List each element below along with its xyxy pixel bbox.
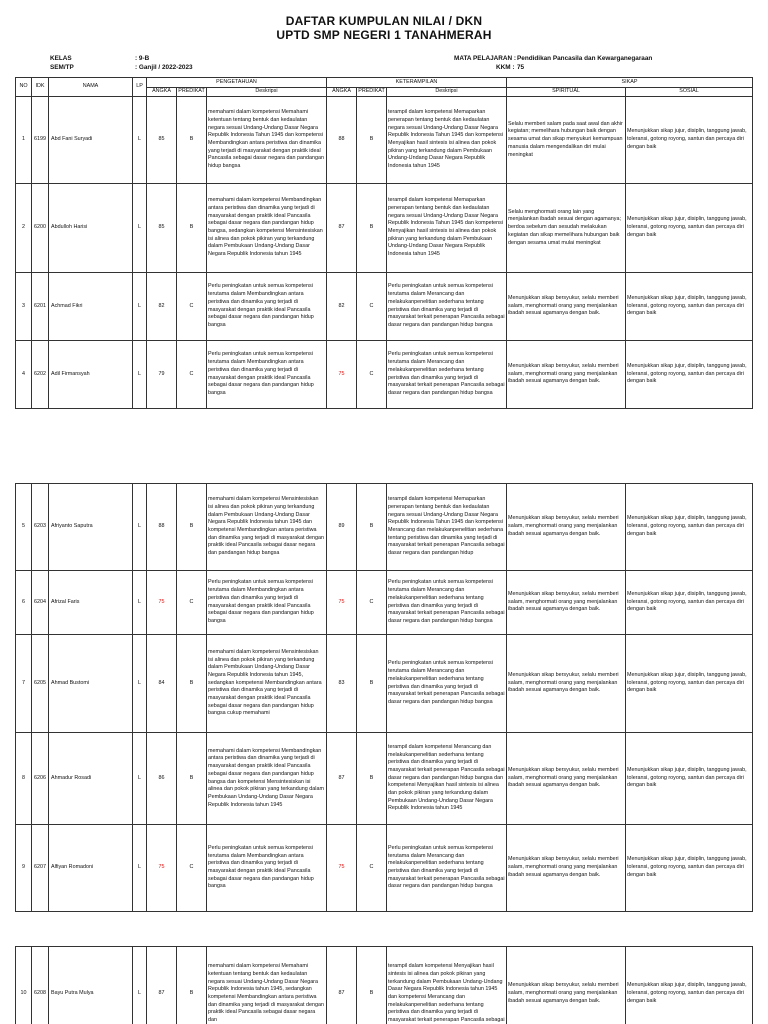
header-sikap: SIKAP (507, 78, 753, 88)
sikap-sosial: Menunjukkan sikap jujur, disiplin, tanggung jawab, toleransi, gotong royong, santun dan percaya diri dengan baik (626, 484, 753, 571)
pengetahuan-angka: 85 (147, 97, 177, 184)
keterampilan-predikat: B (357, 184, 387, 273)
keterampilan-angka: 89 (327, 484, 357, 571)
student-gender: L (133, 97, 147, 184)
sikap-spiritual: Menunjukkan sikap bersyukur, selalu memberi salam, menghormati orang yang menjalankan ibadah sesuai agamanya dengan baik. (507, 635, 626, 733)
student-gender: L (133, 947, 147, 1024)
pengetahuan-angka: 88 (147, 484, 177, 571)
keterampilan-deskripsi: terampil dalam kompetensi Merancang dan melakukanpenelitian sederhana tentang peristiwa dan dinamika yang terjadi di masyarakat terkait penerapan Pancasila sebagai dasar negara dan pandangan hidup bangsa dan kompetensi Menyajikan hasil sintesis isi alinea dan pokok pikiran yang terkandung dalam Pembukaan Undang-Undang Dasar Negara Republik Indonesia tahun 1945 (387, 733, 507, 825)
header-spiritual: SPIRITUAL (507, 88, 626, 97)
student-name: Adil Firmansyah (49, 341, 133, 409)
student-idk: 6202 (32, 341, 49, 409)
student-gender: L (133, 184, 147, 273)
pengetahuan-predikat: B (177, 947, 207, 1024)
row-number: 9 (16, 825, 32, 912)
keterampilan-predikat: C (357, 825, 387, 912)
student-gender: L (133, 635, 147, 733)
student-gender: L (133, 484, 147, 571)
pengetahuan-deskripsi: memahami dalam kompetensi Mensintesiskan isi alinea dan pokok pikiran yang terkandung dalam Pembukaan Undang-Undang Dasar Negara Republik Indonesia tahun 1945, sedangkan kompetensi Membandingkan antara peristiwa dan dinamika yang terjadi di masyarakat dengan praktik ideal Pancasila sebagai dasar negara dan pandangan hidup bangsa cukup memahami (207, 635, 327, 733)
sikap-spiritual: Menunjukkan sikap bersyukur, selalu memberi salam, menghormati orang yang menjalankan ibadah sesuai agamanya dengan baik. (507, 825, 626, 912)
student-row (16, 947, 753, 1024)
pengetahuan-predikat: C (177, 825, 207, 912)
student-gender: L (133, 273, 147, 341)
header-lp: LP (133, 78, 147, 97)
keterampilan-predikat: B (357, 947, 387, 1024)
keterampilan-predikat: C (357, 341, 387, 409)
kelas-label: KELAS (50, 55, 72, 62)
document-title: DAFTAR KUMPULAN NILAI / DKN (285, 14, 483, 28)
kkm-value: 75 (517, 64, 525, 71)
pengetahuan-predikat: B (177, 97, 207, 184)
row-number: 4 (16, 341, 32, 409)
keterampilan-deskripsi: Perlu peningkatan untuk semua kompetensi terutama dalam Merancang dan melakukanpenelitian sederhana tentang peristiwa dan dinamika yang terjadi di masyarakat terkait penerapan Pancasila sebagai dasar negara dan pandangan hidup bangsa (387, 635, 507, 733)
student-idk: 6203 (32, 484, 49, 571)
header-k-deskripsi: Deskripsi (387, 88, 507, 97)
student-row (16, 733, 753, 825)
school-name: UPTD SMP NEGERI 1 TANAHMERAH (276, 28, 492, 42)
student-gender: L (133, 571, 147, 635)
keterampilan-deskripsi: Perlu peningkatan untuk semua kompetensi terutama dalam Merancang dan melakukanpenelitian sederhana tentang peristiwa dan dinamika yang terjadi di masyarakat terkait penerapan Pancasila sebagai dasar negara dan pandangan hidup bangsa (387, 273, 507, 341)
student-row (16, 825, 753, 912)
keterampilan-angka: 75 (327, 341, 357, 409)
header-nama: NAMA (49, 78, 133, 97)
header-no: NO (16, 78, 32, 97)
pengetahuan-predikat: C (177, 341, 207, 409)
row-number: 8 (16, 733, 32, 825)
header-p-deskripsi: Deskripsi (207, 88, 327, 97)
student-name: Achmad Fikri (49, 273, 133, 341)
student-idk: 6208 (32, 947, 49, 1024)
sikap-sosial: Menunjukkan sikap jujur, disiplin, tanggung jawab, toleransi, gotong royong, santun dan percaya diri dengan baik (626, 184, 753, 273)
sikap-sosial: Menunjukkan sikap jujur, disiplin, tanggung jawab, toleransi, gotong royong, santun dan percaya diri dengan baik (626, 947, 753, 1024)
pengetahuan-predikat: C (177, 571, 207, 635)
sikap-spiritual: Menunjukkan sikap bersyukur, selalu memberi salam, menghormati orang yang menjalankan ibadah sesuai agamanya dengan baik. (507, 733, 626, 825)
student-row (16, 484, 753, 571)
student-name: Ahmadur Rosadi (49, 733, 133, 825)
sikap-sosial: Menunjukkan sikap jujur, disiplin, tanggung jawab, toleransi, gotong royong, santun dan percaya diri dengan baik (626, 825, 753, 912)
header-p-predikat: PREDIKAT (177, 88, 207, 97)
keterampilan-predikat: C (357, 571, 387, 635)
keterampilan-predikat: B (357, 733, 387, 825)
row-number: 10 (16, 947, 32, 1024)
student-idk: 6200 (32, 184, 49, 273)
keterampilan-deskripsi: Perlu peningkatan untuk semua kompetensi terutama dalam Merancang dan melakukanpenelitian sederhana tentang peristiwa dan dinamika yang terjadi di masyarakat terkait penerapan Pancasila sebagai dasar negara dan pandangan hidup bangsa (387, 825, 507, 912)
header-idk: IDK (32, 78, 49, 97)
grade-table-page-1 (15, 77, 753, 409)
keterampilan-angka: 87 (327, 947, 357, 1024)
sikap-sosial: Menunjukkan sikap jujur, disiplin, tanggung jawab, toleransi, gotong royong, santun dan percaya diri dengan baik (626, 273, 753, 341)
keterampilan-deskripsi: terampil dalam kompetensi Memaparkan penerapan tentang bentuk dan kedaulatan negara sesuai Undang-Undang Dasar Negara Republik Indonesia Tahun 1945 dan kompetensi Menyajikan hasil sintesis isi alinea dan pokok pikiran yang terkandung dalam Pembukaan Undang-Undang Dasar Negara Republik Indonesia tahun 1945 (387, 97, 507, 184)
sikap-sosial: Menunjukkan sikap jujur, disiplin, tanggung jawab, toleransi, gotong royong, santun dan percaya diri dengan baik (626, 97, 753, 184)
keterampilan-angka: 87 (327, 184, 357, 273)
keterampilan-deskripsi: Perlu peningkatan untuk semua kompetensi terutama dalam Merancang dan melakukanpenelitian sederhana tentang peristiwa dan dinamika yang terjadi di masyarakat terkait penerapan Pancasila sebagai dasar negara dan pandangan hidup bangsa (387, 341, 507, 409)
row-number: 6 (16, 571, 32, 635)
pengetahuan-deskripsi: memahami dalam kompetensi Memahami ketentuan tentang bentuk dan kedaulatan negara sesuai Undang-Undang Dasar Negara Republik Indonesia tahun 1945, sedangkan kompetensi Membandingkan antara peristiwa dan dinamika yang terjadi di masyarakat dengan praktik ideal Pancasila sebagai dasar negara dan (207, 947, 327, 1024)
grade-table-page-2 (15, 483, 753, 912)
keterampilan-angka: 75 (327, 571, 357, 635)
student-name: Afriyanto Saputra (49, 484, 133, 571)
student-row (16, 341, 753, 409)
pengetahuan-predikat: B (177, 184, 207, 273)
mapel-label: MATA PELAJARAN : (454, 55, 517, 62)
kkm-label: KKM : (496, 64, 515, 71)
student-row (16, 571, 753, 635)
pengetahuan-deskripsi: Perlu peningkatan untuk semua kompetensi terutama dalam Membandingkan antara peristiwa dan dinamika yang terjadi di masyarakat dengan praktik ideal Pancasila sebagai dasar negara dan pandangan hidup bangsa (207, 273, 327, 341)
pengetahuan-predikat: B (177, 733, 207, 825)
pengetahuan-deskripsi: Perlu peningkatan untuk semua kompetensi terutama dalam Membandingkan antara peristiwa dan dinamika yang terjadi di masyarakat dengan praktik ideal Pancasila sebagai dasar negara dan pandangan hidup bangsa (207, 571, 327, 635)
sikap-spiritual: Selalu menghormati orang lain yang menjalankan ibadah sesuai dengan agamanya; berdoa sebelum dan sesudah melakukan kegiatan dan sikap memelihara hubungan baik dengan sesama umat mulai meningkat (507, 184, 626, 273)
student-idk: 6204 (32, 571, 49, 635)
student-gender: L (133, 341, 147, 409)
sikap-spiritual: Menunjukkan sikap bersyukur, selalu memberi salam, menghormati orang yang menjalankan ibadah sesuai agamanya dengan baik. (507, 947, 626, 1024)
pengetahuan-predikat: B (177, 484, 207, 571)
sikap-sosial: Menunjukkan sikap jujur, disiplin, tanggung jawab, toleransi, gotong royong, santun dan percaya diri dengan baik (626, 571, 753, 635)
mapel-value: Pendidikan Pancasila dan Kewarganegaraan (517, 55, 653, 62)
header-keterampilan: KETERAMPILAN (327, 78, 507, 88)
pengetahuan-angka: 87 (147, 947, 177, 1024)
student-name: Bayu Putra Mulya (49, 947, 133, 1024)
header-p-angka: ANGKA (147, 88, 177, 97)
pengetahuan-deskripsi: memahami dalam kompetensi Membandingkan antara peristiwa dan dinamika yang terjadi di masyarakat dengan praktik ideal Pancasila sebagai dasar negara dan pandangan hidup bangsa dan kompetensi Mensintesiskan isi alinea dan pokok pikiran yang terkandung dalam Pembukaan Undang-Undang Dasar Negara Republik Indonesia tahun 1945 (207, 733, 327, 825)
pengetahuan-angka: 79 (147, 341, 177, 409)
keterampilan-angka: 87 (327, 733, 357, 825)
pengetahuan-angka: 82 (147, 273, 177, 341)
semtp-label: SEM/TP (50, 64, 74, 71)
student-row (16, 273, 753, 341)
student-row (16, 184, 753, 273)
header-k-predikat: PREDIKAT (357, 88, 387, 97)
header-pengetahuan: PENGETAHUAN (147, 78, 327, 88)
pengetahuan-angka: 85 (147, 184, 177, 273)
keterampilan-predikat: B (357, 484, 387, 571)
pengetahuan-deskripsi: Perlu peningkatan untuk semua kompetensi terutama dalam Membandingkan antara peristiwa dan dinamika yang terjadi di masyarakat dengan praktik ideal Pancasila sebagai dasar negara dan pandangan hidup bangsa (207, 825, 327, 912)
sikap-sosial: Menunjukkan sikap jujur, disiplin, tanggung jawab, toleransi, gotong royong, santun dan percaya diri dengan baik (626, 733, 753, 825)
student-name: Ahmad Bustomi (49, 635, 133, 733)
keterampilan-predikat: C (357, 273, 387, 341)
pengetahuan-deskripsi: memahami dalam kompetensi Membandingkan antara peristiwa dan dinamika yang terjadi di masyarakat dengan praktik ideal Pancasila sebagai dasar negara dan pandangan hidup bangsa, sedangkan kompetensi Mensintesiskan isi alinea dan pokok pikiran yang terkandung dalam Pembukaan Undang-Undang Dasar Negara Republik Indonesia tahun 1945 (207, 184, 327, 273)
kelas-value: : 9-B (135, 55, 150, 62)
pengetahuan-predikat: C (177, 273, 207, 341)
student-name: Alfiyan Romadoni (49, 825, 133, 912)
student-name: Afrizal Faris (49, 571, 133, 635)
student-idk: 6201 (32, 273, 49, 341)
keterampilan-predikat: B (357, 97, 387, 184)
student-name: Abd Fani Suryadi (49, 97, 133, 184)
row-number: 7 (16, 635, 32, 733)
pengetahuan-deskripsi: memahami dalam kompetensi Memahami ketentuan tentang bentuk dan kedaulatan negara sesuai Undang-Undang Dasar Negara Republik Indonesia Tahun 1945 dan kompetensi Membandingkan antara peristiwa dan dinamika yang terjadi di masyarakat dengan praktik ideal Pancasila sebagai dasar negara dan pandangan hidup bangsa (207, 97, 327, 184)
student-idk: 6205 (32, 635, 49, 733)
row-number: 2 (16, 184, 32, 273)
sikap-spiritual: Menunjukkan sikap bersyukur, selalu memberi salam, menghormati orang yang menjalankan ibadah sesuai agamanya dengan baik. (507, 341, 626, 409)
pengetahuan-angka: 86 (147, 733, 177, 825)
semtp-value: : Ganjil / 2022-2023 (135, 64, 193, 71)
keterampilan-deskripsi: Perlu peningkatan untuk semua kompetensi terutama dalam Merancang dan melakukanpenelitian sederhana tentang peristiwa dan dinamika yang terjadi di masyarakat terkait penerapan Pancasila sebagai dasar negara dan pandangan hidup bangsa (387, 571, 507, 635)
grade-table-page-3 (15, 946, 753, 1024)
row-number: 3 (16, 273, 32, 341)
header-sosial: SOSIAL (626, 88, 753, 97)
row-number: 5 (16, 484, 32, 571)
student-name: Abdulloh Harisi (49, 184, 133, 273)
pengetahuan-predikat: B (177, 635, 207, 733)
student-gender: L (133, 733, 147, 825)
student-idk: 6199 (32, 97, 49, 184)
sikap-spiritual: Menunjukkan sikap bersyukur, selalu memberi salam, menghormati orang yang menjalankan ibadah sesuai agamanya dengan baik. (507, 273, 626, 341)
sikap-spiritual: Menunjukkan sikap bersyukur, selalu memberi salam, menghormati orang yang menjalankan ibadah sesuai agamanya dengan baik. (507, 484, 626, 571)
keterampilan-predikat: B (357, 635, 387, 733)
keterampilan-deskripsi: terampil dalam kompetensi Memaparkan penerapan tentang bentuk dan kedaulatan negara sesuai Undang-Undang Dasar Negara Republik Indonesia Tahun 1945 dan kompetensi Merancang dan melakukanpenelitian sederhana tentang peristiwa dan dinamika yang terjadi di masyarakat terkait penerapan Pancasila sebagai dasar negara dan pandangan hidup (387, 484, 507, 571)
pengetahuan-angka: 84 (147, 635, 177, 733)
row-number: 1 (16, 97, 32, 184)
header-k-angka: ANGKA (327, 88, 357, 97)
sikap-sosial: Menunjukkan sikap jujur, disiplin, tanggung jawab, toleransi, gotong royong, santun dan percaya diri dengan baik (626, 635, 753, 733)
student-idk: 6206 (32, 733, 49, 825)
pengetahuan-angka: 75 (147, 825, 177, 912)
keterampilan-deskripsi: terampil dalam kompetensi Memaparkan penerapan tentang bentuk dan kedaulatan negara sesuai Undang-Undang Dasar Negara Republik Indonesia Tahun 1945 dan kompetensi Menyajikan hasil sintesis isi alinea dan pokok pikiran yang terkandung dalam Pembukaan Undang-Undang Dasar Negara Republik Indonesia tahun 1945 (387, 184, 507, 273)
pengetahuan-deskripsi: Perlu peningkatan untuk semua kompetensi terutama dalam Membandingkan antara peristiwa dan dinamika yang terjadi di masyarakat dengan praktik ideal Pancasila sebagai dasar negara dan pandangan hidup bangsa (207, 341, 327, 409)
student-row (16, 97, 753, 184)
student-row (16, 635, 753, 733)
keterampilan-angka: 82 (327, 273, 357, 341)
keterampilan-deskripsi: terampil dalam kompetensi Menyajikan hasil sintesis isi alinea dan pokok pikiran yang terkandung dalam Pembukaan Undang-Undang Dasar Negara Republik Indonesia tahun 1945 dan kompetensi Merancang dan melakukanpenelitian sederhana tentang peristiwa dan dinamika yang terjadi di masyarakat terkait penerapan Pancasila sebagai (387, 947, 507, 1024)
pengetahuan-angka: 75 (147, 571, 177, 635)
keterampilan-angka: 83 (327, 635, 357, 733)
student-idk: 6207 (32, 825, 49, 912)
pengetahuan-deskripsi: memahami dalam kompetensi Mensintesiskan isi alinea dan pokok pikiran yang terkandung dalam Pembukaan Undang-Undang Dasar Negara Republik Indonesia tahun 1945 dan kompetensi Membandingkan antara peristiwa dan dinamika yang terjadi di masyarakat dengan praktik ideal Pancasila sebagai dasar negara dan pandangan hidup bangsa (207, 484, 327, 571)
keterampilan-angka: 88 (327, 97, 357, 184)
sikap-sosial: Menunjukkan sikap jujur, disiplin, tanggung jawab, toleransi, gotong royong, santun dan percaya diri dengan baik (626, 341, 753, 409)
keterampilan-angka: 75 (327, 825, 357, 912)
student-gender: L (133, 825, 147, 912)
sikap-spiritual: Menunjukkan sikap bersyukur, selalu memberi salam, menghormati orang yang menjalankan ibadah sesuai agamanya dengan baik. (507, 571, 626, 635)
sikap-spiritual: Selalu memberi salam pada saat awal dan akhir kegiatan; memelihara hubungan baik dengan sesama umat dan sikap menyukuri kemampuan manusia dalam mengendalikan diri mulai meningkat (507, 97, 626, 184)
